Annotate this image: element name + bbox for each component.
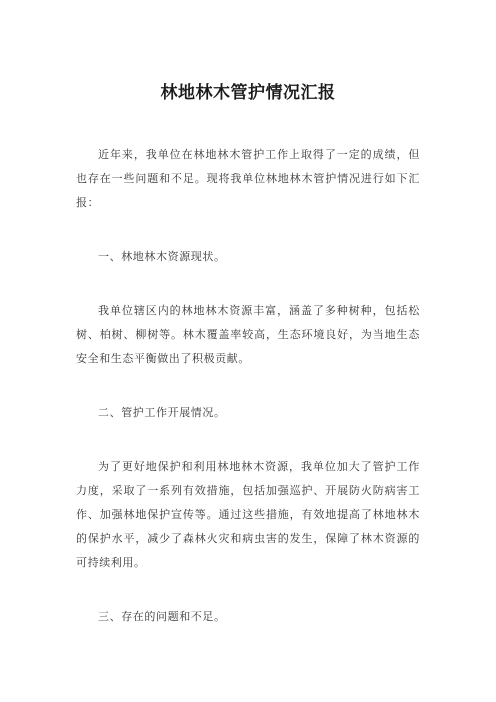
section-heading-2: 二、管护工作开展情况。 — [98, 406, 226, 419]
document-title: 林地林木管护情况汇报 — [160, 83, 336, 103]
section-2-paragraph: 为了更好地保护和利用林地林木资源，我单位加大了管护工作力度，采取了一系列有效措施，包括加强巡护、开展防火防病害工作、加强林地保护宣传等。通过这些措施，有效地提高了林地林木的保护水平，减少了森林火灾和病虫害的发生，保障了林木资源的可持续利用。 — [76, 460, 420, 569]
intro-paragraph: 近年来，我单位在林地林木管护工作上取得了一定的成绩，但也存在一些问题和不足。现将我单位林地林木管护情况进行如下汇报： — [76, 148, 420, 209]
section-heading-3: 三、存在的问题和不足。 — [98, 610, 226, 623]
section-heading-1: 一、林地林木资源现状。 — [98, 250, 226, 263]
section-1-paragraph: 我单位辖区内的林地林木资源丰富，涵盖了多种树种，包括松树、柏树、柳树等。林木覆盖率较高，生态环境良好，为当地生态安全和生态平衡做出了积极贡献。 — [76, 304, 420, 365]
